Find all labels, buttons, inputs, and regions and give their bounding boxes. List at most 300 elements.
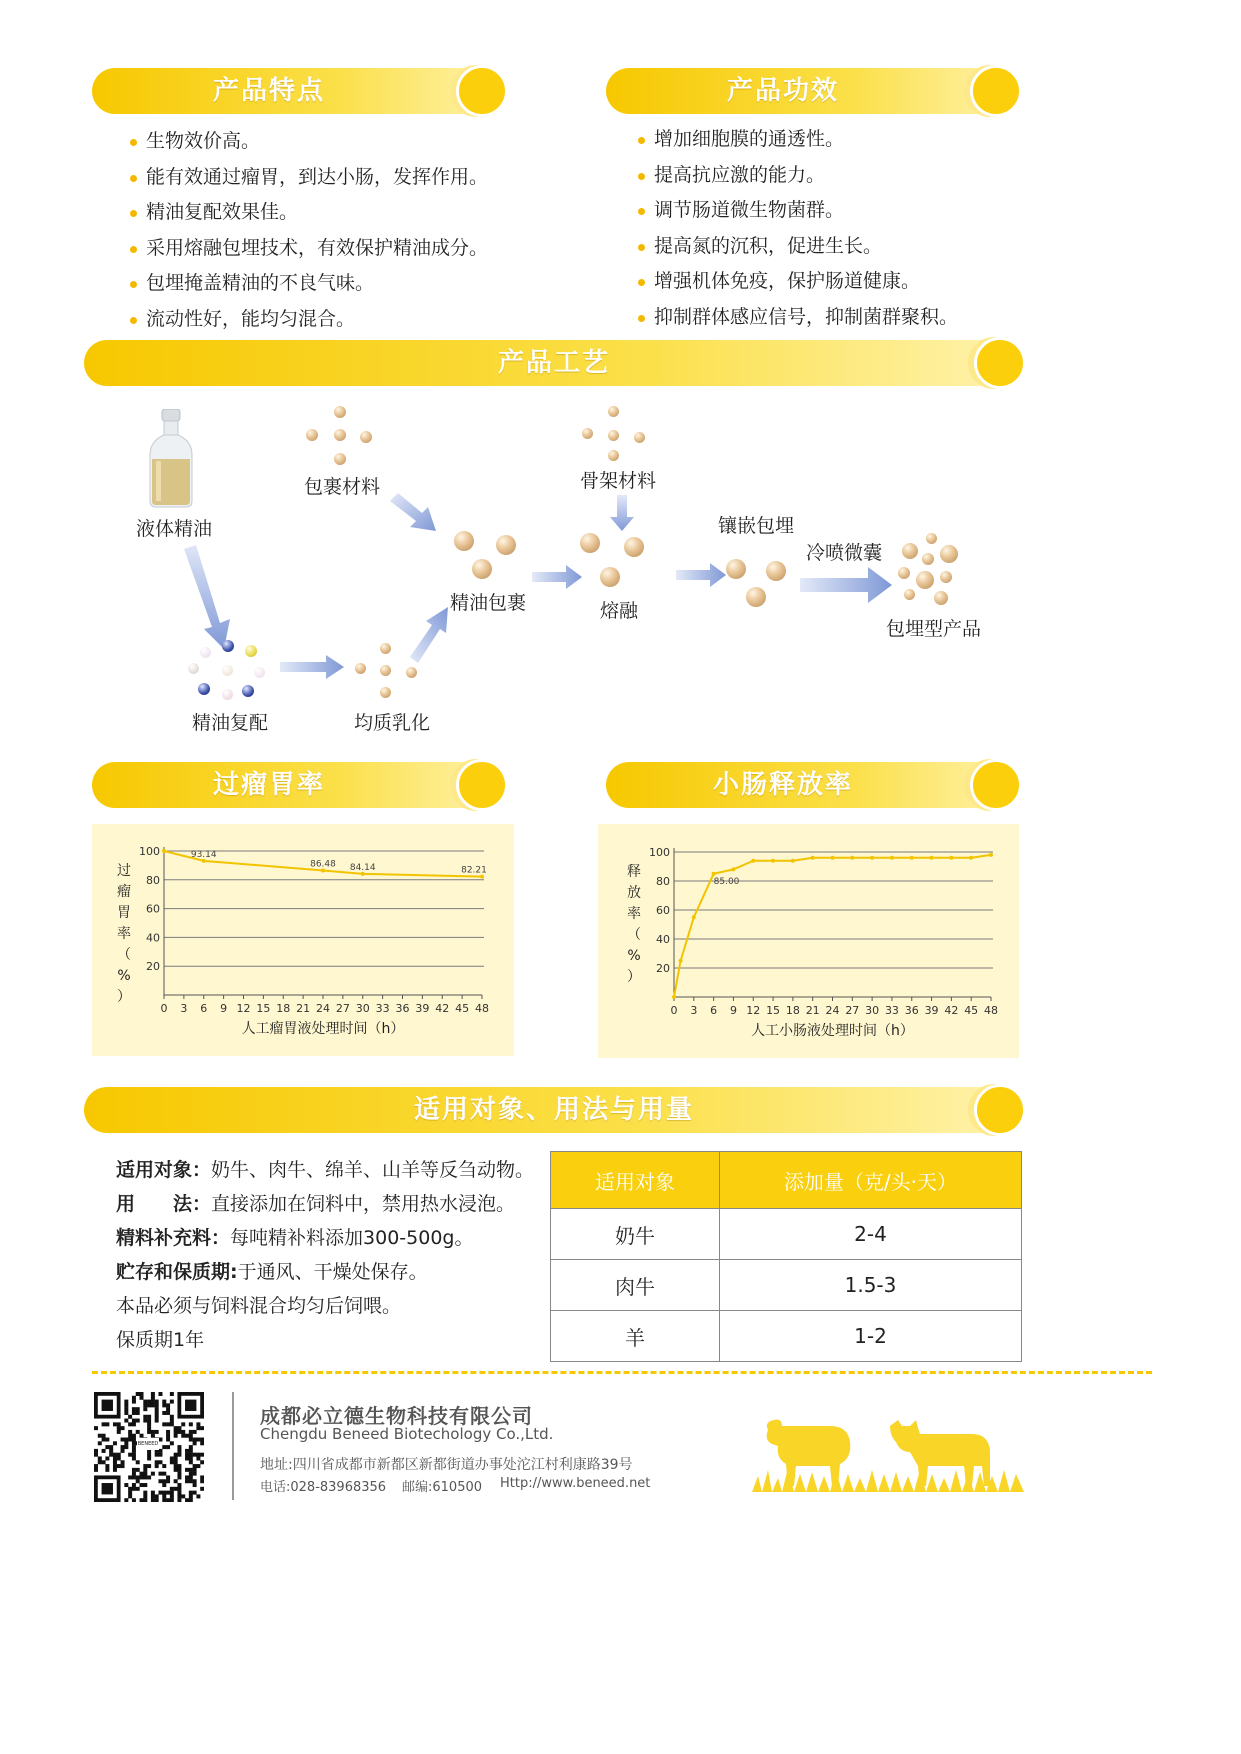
- qr-module: [136, 1419, 140, 1423]
- qr-module: [177, 1494, 181, 1498]
- y-tick-label: 40: [656, 933, 670, 946]
- product-ball: [940, 571, 952, 583]
- qr-module: [132, 1498, 136, 1502]
- list-item: 抑制群体感应信号，抑制菌群聚积。: [638, 300, 958, 336]
- data-label: 93.14: [190, 849, 217, 860]
- data-point: [811, 856, 815, 860]
- qr-module: [151, 1400, 155, 1404]
- qr-module: [185, 1453, 189, 1457]
- qr-module: [143, 1403, 147, 1407]
- intestine-chart-svg: [598, 824, 1019, 1058]
- qr-module: [189, 1468, 193, 1472]
- qr-module: [136, 1411, 140, 1415]
- qr-module: [128, 1494, 132, 1498]
- y-axis-label-char: 过: [117, 863, 131, 879]
- data-point: [969, 856, 973, 860]
- wrap-material-ball: [334, 429, 346, 441]
- usage-storage: 贮存和保质期:于通风、干燥处保存。: [116, 1261, 428, 1283]
- qr-module: [128, 1430, 132, 1434]
- qr-module: [193, 1479, 197, 1483]
- list-item: 采用熔融包埋技术，有效保护精油成分。: [130, 231, 488, 267]
- qr-module: [162, 1479, 166, 1483]
- compound-ball: [188, 663, 199, 674]
- melt-ball: [580, 533, 600, 553]
- table-cell: 奶牛: [551, 1209, 720, 1260]
- intestine-banner: [606, 762, 1020, 808]
- qr-module: [128, 1422, 132, 1426]
- qr-module: [185, 1479, 189, 1483]
- compound-ball: [200, 647, 211, 658]
- x-tick-label: 42: [435, 1002, 450, 1015]
- qr-module: [143, 1475, 147, 1479]
- arrow-icon: [800, 567, 892, 603]
- qr-module: [170, 1498, 174, 1502]
- qr-module: [136, 1407, 140, 1411]
- x-tick-label: 48: [475, 1002, 489, 1015]
- usage-target: 适用对象：奶牛、肉牛、绵羊、山羊等反刍动物。: [116, 1159, 535, 1181]
- label-wrap-material: 包裹材料: [304, 476, 381, 498]
- x-tick-label: 15: [766, 1004, 781, 1017]
- qr-module: [147, 1430, 151, 1434]
- qr-module: [124, 1403, 128, 1407]
- x-tick-label: 27: [845, 1004, 860, 1017]
- data-point: [949, 856, 953, 860]
- qr-module: [177, 1498, 181, 1502]
- oil-wrap-ball: [472, 559, 492, 579]
- qr-module: [193, 1430, 197, 1434]
- qr-module: [155, 1430, 159, 1434]
- qr-module: [185, 1449, 189, 1453]
- process-diagram: [0, 395, 1241, 745]
- table-cell: 羊: [551, 1311, 720, 1362]
- qr-module: [162, 1422, 166, 1426]
- qr-module: [140, 1483, 144, 1487]
- qr-module: [196, 1422, 200, 1426]
- label-skeleton-material: 骨架材料: [580, 470, 657, 492]
- qr-module: [94, 1426, 98, 1430]
- qr-module: [94, 1464, 98, 1468]
- list-item: 增加细胞膜的通透性。: [638, 122, 958, 158]
- bullet-icon: [638, 173, 645, 180]
- x-tick-label: 21: [296, 1002, 311, 1015]
- data-point: [679, 959, 683, 963]
- banner-circle-icon: [970, 65, 1022, 117]
- qr-module: [136, 1460, 140, 1464]
- qr-module: [143, 1498, 147, 1502]
- wrap-material-ball: [334, 453, 346, 465]
- bullet-icon: [130, 175, 137, 182]
- qr-module: [166, 1422, 170, 1426]
- usage-shelf-life: 保质期1年: [116, 1329, 205, 1351]
- data-label: 82.21: [461, 865, 487, 876]
- qr-module: [155, 1419, 159, 1423]
- qr-module: [170, 1415, 174, 1419]
- x-tick-label: 12: [746, 1004, 761, 1017]
- company-phone: 电话:028-83968356: [260, 1480, 387, 1495]
- qr-module: [200, 1441, 204, 1445]
- qr-module: [170, 1491, 174, 1495]
- qr-module: [155, 1498, 159, 1502]
- data-point: [890, 856, 894, 860]
- efficacy-banner: [606, 68, 1020, 114]
- qr-module: [121, 1464, 125, 1468]
- label-melt: 熔融: [600, 600, 639, 622]
- qr-module: [196, 1464, 200, 1468]
- qr-module: [124, 1441, 128, 1445]
- qr-module: [181, 1430, 185, 1434]
- qr-module: [166, 1491, 170, 1495]
- product-ball: [922, 553, 934, 565]
- qr-module: [166, 1430, 170, 1434]
- compound-ball: [198, 683, 210, 695]
- bullet-icon: [130, 210, 137, 217]
- x-tick-label: 12: [236, 1002, 251, 1015]
- compound-ball: [242, 685, 254, 697]
- product-ball: [904, 589, 915, 600]
- bullet-icon: [638, 137, 645, 144]
- qr-module: [170, 1460, 174, 1464]
- qr-module: [128, 1438, 132, 1442]
- qr-module: [147, 1419, 151, 1423]
- x-tick-label: 6: [710, 1004, 718, 1017]
- qr-module: [113, 1453, 117, 1457]
- x-tick-label: 21: [805, 1004, 820, 1017]
- qr-module: [113, 1422, 117, 1426]
- usage-banner: [84, 1087, 1024, 1133]
- qr-module: [170, 1487, 174, 1491]
- qr-module: [177, 1468, 181, 1472]
- arrow-icon: [410, 605, 452, 663]
- bullet-icon: [130, 246, 137, 253]
- qr-module: [136, 1475, 140, 1479]
- intestine-title: 小肠释放率: [712, 770, 853, 800]
- skeleton-material-ball: [608, 430, 619, 441]
- banner-circle-icon: [970, 759, 1022, 811]
- table-cell: 1.5-3: [720, 1260, 1022, 1311]
- melt-ball: [600, 567, 620, 587]
- qr-module: [181, 1422, 185, 1426]
- qr-module: [128, 1434, 132, 1438]
- qr-module: [193, 1453, 197, 1457]
- qr-module: [158, 1491, 162, 1495]
- qr-module: [189, 1460, 193, 1464]
- qr-module: [162, 1494, 166, 1498]
- qr-module: [132, 1445, 136, 1449]
- qr-module: [147, 1426, 151, 1430]
- qr-module: [128, 1453, 132, 1457]
- qr-module: [166, 1407, 170, 1411]
- qr-module: [158, 1460, 162, 1464]
- company-name-en: Chengdu Beneed Biotechology Co.,Ltd.: [260, 1425, 554, 1443]
- qr-module: [117, 1464, 121, 1468]
- qr-module: [105, 1468, 109, 1472]
- usage-concentrate: 精料补充料：每吨精补料添加300-500g。: [116, 1227, 474, 1249]
- wrap-material-ball: [360, 431, 372, 443]
- qr-module: [132, 1441, 136, 1445]
- qr-module: [162, 1403, 166, 1407]
- qr-module: [170, 1400, 174, 1404]
- label-product: 包埋型产品: [886, 618, 982, 640]
- qr-module: [132, 1487, 136, 1491]
- qr-module: [147, 1453, 151, 1457]
- qr-module: [162, 1464, 166, 1468]
- efficacy-list: [638, 122, 958, 335]
- qr-module: [196, 1494, 200, 1498]
- qr-module: [162, 1472, 166, 1476]
- skeleton-material-ball: [634, 432, 645, 443]
- list-item: 能有效通过瘤胃，到达小肠，发挥作用。: [130, 160, 488, 196]
- rumen-banner: [92, 762, 506, 808]
- qr-module: [132, 1419, 136, 1423]
- arrow-icon: [610, 495, 634, 531]
- x-tick-label: 30: [865, 1004, 880, 1017]
- qr-module: [189, 1434, 193, 1438]
- qr-module: [177, 1472, 181, 1476]
- qr-module: [200, 1426, 204, 1430]
- qr-module: [174, 1479, 178, 1483]
- qr-module: [140, 1392, 144, 1396]
- qr-module: [117, 1430, 121, 1434]
- qr-module: [132, 1456, 136, 1460]
- qr-module: [102, 1434, 106, 1438]
- footer-divider: [92, 1371, 1152, 1374]
- qr-module: [147, 1403, 151, 1407]
- qr-module: [200, 1487, 204, 1491]
- qr-module: [162, 1411, 166, 1415]
- qr-module: [193, 1441, 197, 1445]
- banner-circle-icon: [456, 65, 508, 117]
- company-website[interactable]: Http://www.beneed.net: [500, 1476, 651, 1491]
- qr-module: [196, 1438, 200, 1442]
- data-point: [162, 849, 166, 853]
- data-point: [989, 853, 993, 857]
- qr-module: [162, 1483, 166, 1487]
- qr-module: [143, 1400, 147, 1404]
- product-ball: [916, 571, 934, 589]
- sheep-and-cow-icon: [752, 1412, 1024, 1492]
- qr-module: [189, 1445, 193, 1449]
- qr-module: [155, 1494, 159, 1498]
- bullet-icon: [130, 281, 137, 288]
- qr-module: [136, 1479, 140, 1483]
- bullet-icon: [638, 279, 645, 286]
- qr-module: [121, 1445, 125, 1449]
- y-axis-label-char: 率: [117, 926, 131, 942]
- homogenize-ball: [406, 667, 417, 678]
- qr-module: [196, 1426, 200, 1430]
- qr-module: [158, 1449, 162, 1453]
- qr-module: [132, 1396, 136, 1400]
- table-cell: 1-2: [720, 1311, 1022, 1362]
- usage-method: 用 法：直接添加在饲料中，禁用热水浸泡。: [116, 1193, 516, 1215]
- y-tick-label: 100: [139, 845, 160, 858]
- qr-module: [155, 1403, 159, 1407]
- qr-module: [189, 1438, 193, 1442]
- x-tick-label: 15: [256, 1002, 271, 1015]
- qr-module: [174, 1464, 178, 1468]
- qr-module: [124, 1411, 128, 1415]
- arrow-icon: [676, 563, 726, 587]
- qr-module: [151, 1403, 155, 1407]
- x-tick-label: 18: [785, 1004, 800, 1017]
- qr-module: [177, 1430, 181, 1434]
- features-list: [130, 124, 488, 337]
- rumen-title: 过瘤胃率: [212, 770, 325, 800]
- arrow-icon: [532, 565, 582, 589]
- qr-module: [140, 1475, 144, 1479]
- qr-module: [113, 1441, 117, 1445]
- qr-module: [151, 1392, 155, 1396]
- x-tick-label: 36: [395, 1002, 410, 1015]
- qr-module: [151, 1396, 155, 1400]
- qr-module: [200, 1438, 204, 1442]
- qr-module: [105, 1445, 109, 1449]
- homogenize-ball: [355, 663, 366, 674]
- compound-ball: [254, 667, 265, 678]
- y-tick-label: 80: [146, 873, 160, 887]
- y-tick-label: 60: [656, 904, 670, 917]
- rumen-chart: [92, 824, 514, 1056]
- qr-module: [121, 1438, 125, 1442]
- qr-module: [170, 1419, 174, 1423]
- qr-module: [155, 1453, 159, 1457]
- qr-module: [166, 1445, 170, 1449]
- qr-module: [200, 1479, 204, 1483]
- qr-module: [177, 1464, 181, 1468]
- label-oil-compound: 精油复配: [192, 712, 269, 734]
- qr-module: [102, 1438, 106, 1442]
- qr-module: [174, 1434, 178, 1438]
- x-tick-label: 9: [729, 1004, 737, 1017]
- qr-module: [174, 1456, 178, 1460]
- qr-module: [143, 1472, 147, 1476]
- qr-module: [200, 1475, 204, 1479]
- qr-module: [124, 1407, 128, 1411]
- y-tick-label: 20: [146, 960, 160, 974]
- qr-module: [193, 1483, 197, 1487]
- qr-module: [155, 1411, 159, 1415]
- melt-ball: [624, 537, 644, 557]
- qr-module: [109, 1453, 113, 1457]
- banner-circle-icon: [974, 337, 1026, 389]
- company-name-cn: 成都必立德生物科技有限公司: [260, 1404, 533, 1428]
- qr-module: [147, 1464, 151, 1468]
- qr-module: [98, 1460, 102, 1464]
- x-tick-label: 18: [276, 1002, 291, 1015]
- qr-module: [166, 1434, 170, 1438]
- banner-circle-icon: [456, 759, 508, 811]
- embed-ball: [746, 587, 766, 607]
- x-tick-label: 27: [335, 1002, 350, 1015]
- product-ball: [902, 543, 918, 559]
- qr-module: [143, 1419, 147, 1423]
- process-banner: [84, 340, 1024, 386]
- arrow-icon: [280, 655, 344, 679]
- qr-module: [147, 1475, 151, 1479]
- oil-wrap-ball: [454, 531, 474, 551]
- qr-module: [132, 1438, 136, 1442]
- qr-module: [189, 1453, 193, 1457]
- qr-module: [132, 1449, 136, 1453]
- x-tick-label: 42: [944, 1004, 959, 1017]
- bullet-icon: [130, 317, 137, 324]
- y-tick-label: 80: [656, 875, 670, 888]
- qr-module: [162, 1498, 166, 1502]
- qr-module: [181, 1494, 185, 1498]
- y-axis-label-char: %: [627, 948, 641, 964]
- qr-module: [113, 1468, 117, 1472]
- y-axis-label-char: 率: [627, 906, 641, 922]
- y-axis-label-char: 释: [627, 864, 641, 880]
- qr-module: [113, 1464, 117, 1468]
- y-tick-label: 60: [146, 902, 160, 916]
- qr-module: [174, 1460, 178, 1464]
- qr-module: [151, 1494, 155, 1498]
- qr-module: [140, 1396, 144, 1400]
- qr-module: [189, 1430, 193, 1434]
- qr-module: [124, 1445, 128, 1449]
- y-axis-label-char: （: [627, 927, 641, 943]
- qr-module: [185, 1468, 189, 1472]
- qr-module: [117, 1456, 121, 1460]
- features-banner: [92, 68, 506, 114]
- qr-module: [193, 1438, 197, 1442]
- qr-module: [158, 1453, 162, 1457]
- qr-module: [102, 1460, 106, 1464]
- qr-finder: [102, 1483, 113, 1494]
- x-tick-label: 6: [200, 1002, 208, 1015]
- qr-module: [143, 1407, 147, 1411]
- x-axis-label: 人工瘤胃液处理时间（h）: [241, 1021, 405, 1037]
- qr-module: [102, 1422, 106, 1426]
- compound-ball: [222, 665, 233, 676]
- bullet-icon: [638, 208, 645, 215]
- x-tick-label: 9: [220, 1002, 228, 1015]
- qr-module: [158, 1472, 162, 1476]
- qr-module: [143, 1483, 147, 1487]
- data-point: [870, 856, 874, 860]
- x-tick-label: 24: [316, 1002, 330, 1015]
- arrow-icon: [180, 545, 240, 655]
- qr-module: [170, 1441, 174, 1445]
- data-point: [850, 856, 854, 860]
- data-label: 86.48: [310, 859, 336, 870]
- qr-module: [189, 1491, 193, 1495]
- data-point: [731, 867, 735, 871]
- x-tick-label: 39: [924, 1004, 939, 1017]
- qr-module: [143, 1491, 147, 1495]
- qr-module: [174, 1487, 178, 1491]
- list-item: 调节肠道微生物菌群。: [638, 193, 958, 229]
- qr-module: [158, 1392, 162, 1396]
- qr-module: [136, 1468, 140, 1472]
- qr-module: [136, 1487, 140, 1491]
- qr-module: [143, 1494, 147, 1498]
- usage-title: 适用对象、用法与用量: [413, 1095, 694, 1125]
- label-oil-wrap: 精油包裹: [450, 592, 527, 614]
- qr-module: [121, 1460, 125, 1464]
- qr-module: [124, 1498, 128, 1502]
- compound-ball: [222, 640, 234, 652]
- qr-module: [166, 1403, 170, 1407]
- qr-module: [140, 1498, 144, 1502]
- qr-module: [151, 1498, 155, 1502]
- qr-module: [185, 1434, 189, 1438]
- qr-module: [124, 1483, 128, 1487]
- qr-module: [143, 1464, 147, 1468]
- qr-module: [189, 1449, 193, 1453]
- oil-wrap-ball: [496, 535, 516, 555]
